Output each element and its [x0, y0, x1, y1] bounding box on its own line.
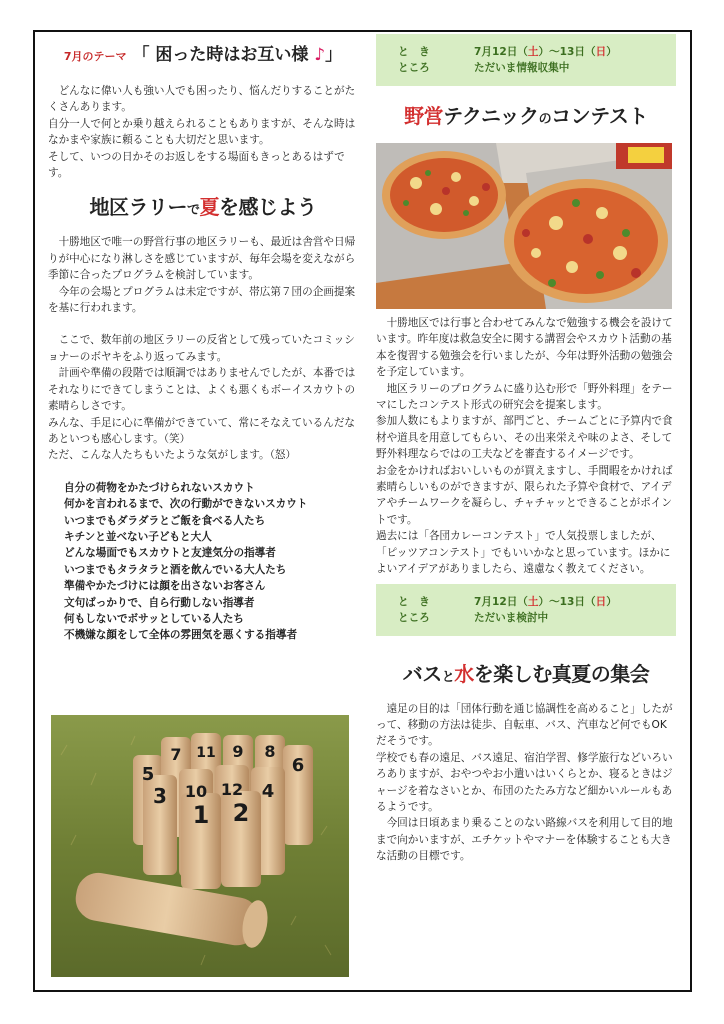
right-column: [376, 34, 676, 865]
rally-title-c: 夏: [199, 195, 219, 220]
list-item: いつまでもダラダラとご飯を食べる人たち: [64, 514, 266, 527]
when-day-2: 日: [595, 46, 607, 58]
list-item: 何かを言われるまで、次の行動ができないスカウト: [64, 498, 308, 511]
when-post: ）: [606, 595, 617, 608]
where-label: ところ: [398, 62, 430, 74]
molkky-illustration: [51, 715, 349, 977]
complaint-list: [64, 480, 358, 644]
when-day-2: 日: [595, 595, 607, 608]
contest-para-2: 地区ラリーのプログラムに盛り込む形で「野外料理」をテーマにしたコンテスト形式の研究会を提案します。: [376, 382, 673, 412]
bus-title-c: 水: [454, 661, 474, 686]
when-date: 7月12日（: [474, 595, 528, 608]
pin-label: 2: [232, 799, 250, 827]
bus-title-b: と: [441, 669, 455, 685]
rally-title-d: を感じよう: [219, 195, 317, 220]
intro-3: そして、いつの日かそのお返しをする場面もきっとあるはずです。: [48, 150, 345, 180]
pin-label: 9: [232, 742, 244, 761]
schedule-box-2: [376, 584, 676, 636]
pin-label: 10: [184, 782, 208, 801]
when-date: 7月12日（: [474, 46, 528, 58]
list-item: いつまでもタラタラと酒を飲んでいる大人たち: [64, 563, 287, 576]
list-item: 文句ばっかりで、自ら行動しない指導者: [64, 596, 255, 609]
bus-para-1: 遠足の目的は「団体行動を通じ協調性を高めること」したがって、移動の方法は徒歩、自転車、バス、汽車など何でもOKだそうです。: [376, 702, 673, 748]
when-day-1: 土: [527, 595, 539, 608]
contest-title-b: テクニック: [443, 104, 539, 128]
bus-title-a: バス: [402, 661, 442, 686]
pin-label: 8: [264, 742, 276, 761]
reflect-para-1: ここで、数年前の地区ラリーの反省として残っていたコミッショナーのボヤキをふり返ってみます。: [48, 334, 355, 363]
schedule-box-1: [376, 34, 676, 86]
bus-title-d: を楽しむ真夏の集会: [473, 661, 650, 686]
when-day-1: 土: [527, 46, 539, 58]
pin-label: 3: [153, 784, 167, 808]
when-label: と き: [398, 595, 430, 608]
pin-label: 6: [291, 755, 305, 776]
pin-label: 1: [192, 801, 210, 829]
list-item: どんな場面でもスカウトと友達気分の指導者: [64, 547, 276, 560]
rally-title-a: 地区ラリー: [89, 195, 187, 220]
reflect-para-3: みんな、手足に心に準備ができていて、常にそなえているんだなあといつも感心します。（笑）: [48, 416, 356, 445]
pin-label: 11: [196, 745, 216, 761]
contest-para-3: 参加人数にもよりますが、部門ごと、チームごとに予算内で食材や道具を用意してもらい、その出来栄えや味のよさ、そして野外料理ならではの工夫などを審査するイメージです。: [376, 415, 673, 461]
when-label: と き: [398, 46, 430, 58]
when-mid: ）～13日（: [538, 46, 596, 58]
rally-para-2: 今年の会場とプログラムは未定ですが、帯広第７団の企画提案を基に行われます。: [48, 285, 356, 315]
bus-title: [376, 658, 676, 687]
contest-para-5: 過去には「各団カレーコンテスト」で人気投票しましたが、「ピッツアコンテスト」でもいいかなと思っています。ほかによいアイデアがありましたら、遠慮なく教えてください。: [376, 530, 671, 576]
pin-label: 5: [141, 764, 155, 785]
list-item: キチンと並べない子どもと大人: [64, 530, 212, 543]
rally-title: [48, 191, 358, 220]
where-value: ただいま検討中: [474, 611, 549, 624]
molkky-photo: [51, 715, 349, 977]
pizza-illustration: [376, 143, 672, 309]
list-item: 準備やかたづけには顔を出さないお客さん: [64, 580, 266, 593]
intro-2: 自分一人で何とか乗り越えられることもありますが、そんな時はなかまや家族に頼ることも大切だと思います。: [48, 117, 356, 147]
pin-label: 7: [170, 745, 182, 764]
where-value: ただいま情報収集中: [474, 62, 570, 74]
contest-title-c: の: [538, 112, 552, 127]
contest-para-4: お金をかければおいしいものが買えますし、手間暇をかければ素晴らしいものができますが、限られた予算や食材で、アイデアやチームワークを凝らし、チャチャッとできることがポイントです。: [376, 464, 673, 526]
theme-heading: [48, 40, 358, 65]
contest-para-1: 十勝地区では行事と合わせてみんなで勉強する機会を設けています。昨年度は救急安全に関する講習会やスカウト活動の基本を復習する勉強会を行いましたが、今年は野外活動の勉強会を予定しています。: [376, 317, 673, 379]
music-note-icon: ♪: [314, 45, 326, 65]
list-item: 不機嫌な顔をして全体の雰囲気を悪くする指導者: [64, 629, 298, 642]
rally-para-1: 十勝地区で唯一の野営行事の地区ラリーも、最近は舎営や日帰りが中心になり淋しさを感じていますが、毎年会場を変えながら季節に合ったプログラムを検討しています。: [48, 236, 356, 282]
when-mid: ）～13日（: [538, 595, 596, 608]
contest-title-a: 野営: [404, 104, 444, 128]
where-label: ところ: [398, 611, 430, 624]
left-column: [48, 34, 358, 644]
intro-1: どんなに偉い人も強い人でも困ったり、悩んだりすることがたくさんあります。: [48, 85, 356, 114]
rally-title-b: で: [186, 203, 200, 219]
list-item: 自分の荷物をかたづけられないスカウト: [64, 481, 255, 494]
when-post: ）: [606, 46, 617, 58]
pizza-photo: [376, 143, 672, 309]
bus-para-3: 今回は日頃あまり乗ることのない路線バスを利用して目的地まで向かいますが、エチケットやマナーを体験することも大きな活動の目標です。: [376, 817, 673, 863]
reflect-para-4: ただ、こんな人たちもいたような気がします。（怒）: [48, 449, 297, 462]
theme-close: 」: [325, 45, 343, 65]
bus-para-2: 学校でも春の遠足、バス遠足、宿泊学習、修学旅行などいろいろありますが、おやつやお小遣いはいくらとか、寝るときはジャージを着なさいとか、布団のたたみ方など細かいルールもあるようです。: [376, 751, 673, 813]
contest-title-d: コンテスト: [551, 104, 648, 128]
theme-prefix: 7月のテーマ: [63, 50, 127, 63]
contest-title: [376, 100, 676, 129]
reflect-para-2: 計画や準備の段階では順調ではありませんでしたが、本番ではそれなりにできてしまうことは、よくも悪くもボーイスカウトの素晴らしさです。: [48, 367, 356, 413]
list-item: 何もしないでボサッとしている人たち: [64, 612, 244, 625]
theme-title: 「 困った時はお互い様: [132, 45, 315, 65]
pin-label: 4: [261, 781, 275, 802]
pin-label: 12: [220, 780, 244, 799]
